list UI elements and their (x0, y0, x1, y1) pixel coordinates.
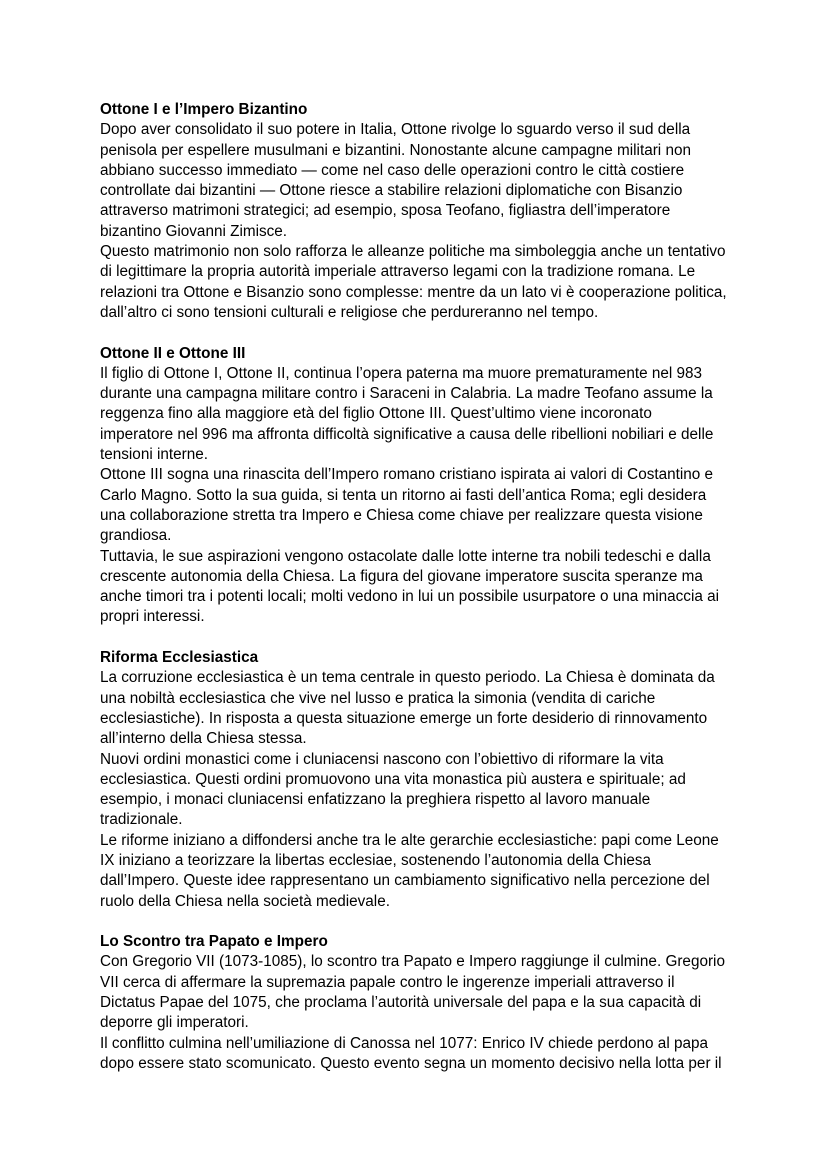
paragraph: Il figlio di Ottone I, Ottone II, continua l’opera paterna ma muore prematuramente nel 983 durante una campagna militare contro i Saraceni in Calabria. La madre Teofano assume la reggenza fino alla maggiore età del figlio Ottone III. Quest’ultimo viene incoronato imperatore nel 996 ma affronta difficoltà significative a causa delle ribellioni nobiliari e delle tensioni interne. (100, 364, 714, 464)
section-heading: Ottone I e l’Impero Bizantino (100, 101, 308, 118)
paragraph: Il conflitto culmina nell’umiliazione di Canossa nel 1077: Enrico IV chiede perdono al papa dopo essere stato scomunicato. Questo evento segna un momento decisivo nella lotta per il (100, 1034, 722, 1072)
paragraph: Ottone III sogna una rinascita dell’Impero romano cristiano ispirata ai valori di Costantino e Carlo Magno. Sotto la sua guida, si tenta un ritorno ai fasti dell’antica Roma; egli desidera una collaborazione stretta tra Impero e Chiesa come chiave per realizzare questa visione grandiosa. (100, 466, 714, 545)
paragraph: Tuttavia, le sue aspirazioni vengono ostacolate dalle lotte interne tra nobili tedeschi e dalla crescente autonomia della Chiesa. La figura del giovane imperatore suscita speranze ma anche timori tra i potenti locali; molti vedono in lui un possibile usurpatore o una minaccia ai propri interessi. (100, 547, 720, 626)
paragraph: La corruzione ecclesiastica è un tema centrale in questo periodo. La Chiesa è dominata da una nobiltà ecclesiastica che vive nel lusso e pratica la simonia (vendita di cariche ecclesiastiche). In risposta a questa situazione emerge un forte desiderio di rinnovamento all’interno della Chiesa stessa. (100, 669, 715, 748)
section-heading: Lo Scontro tra Papato e Impero (100, 933, 328, 951)
section-heading: Ottone II e Ottone III (100, 344, 246, 362)
paragraph: Le riforme iniziano a diffondersi anche tra le alte gerarchie ecclesiastiche: papi come Leone IX iniziano a teorizzare la libertas ecclesiae, sostenendo l’autonomia della Chiesa dall’Impero. Queste idee rappresentano un cambiamento significativo nella percezione del ruolo della Chiesa nella società medievale. (100, 831, 719, 910)
paragraph: Nuovi ordini monastici come i cluniacensi nascono con l’obiettivo di riformare la vita ecclesiastica. Questi ordini promuovono una vita monastica più austera e spirituale; ad esempio, i monaci cluniacensi enfatizzano la preghiera rispetto al lavoro manuale tradizionale. (100, 750, 686, 829)
section-heading: Riforma Ecclesiastica (100, 649, 259, 667)
section-ottone-ii-ottone-iii (100, 344, 728, 628)
section-scontro-papato-impero (100, 932, 728, 1074)
paragraph: Dopo aver consolidato il suo potere in Italia, Ottone rivolge lo sguardo verso il sud della penisola per espellere musulmani e bizantini. Nonostante alcune campagne militari non abbiano successo immediato — come nel caso delle operazioni contro le città costiere controllate dai bizantini — Ottone riesce a stabilire relazioni diplomatiche con Bisanzio attraverso matrimoni strategici; ad esempio, sposa Teofano, figliastra dell’imperatore bizantino Giovanni Zimisce. (100, 121, 691, 240)
paragraph: Questo matrimonio non solo rafforza le alleanze politiche ma simboleggia anche un tentativo di legittimare la propria autorità imperiale attraverso legami con la tradizione romana. Le relazioni tra Ottone e Bisanzio sono complesse: mentre da un lato vi è cooperazione politica, dall’altro ci sono tensioni culturali e religiose che perdureranno nel tempo. (100, 243, 727, 321)
paragraph: Con Gregorio VII (1073-1085), lo scontro tra Papato e Impero raggiunge il culmine. Gregorio VII cerca di affermare la supremazia papale contro le ingerenze imperiali attraverso il Dictatus Papae del 1075, che proclama l’autorità universale del papa e la sua capacità di deporre gli imperatori. (100, 953, 725, 1032)
section-ottone-i-impero-bizantino (100, 100, 728, 323)
section-riforma-ecclesiastica (100, 648, 728, 912)
